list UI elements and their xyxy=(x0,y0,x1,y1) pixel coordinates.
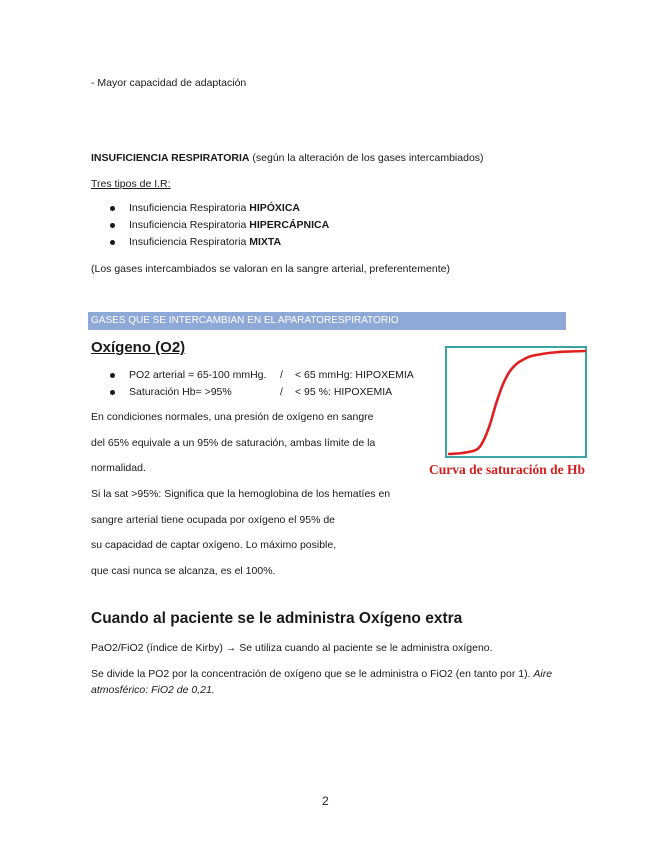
page-number: 2 xyxy=(322,794,329,808)
ir-types-list xyxy=(108,200,329,251)
ir-heading-bold: INSUFICIENCIA RESPIRATORIA xyxy=(91,152,250,164)
list-item: PO2 arterial = 65-100 mmHg. / < 65 mmHg: HIPOXEMIA xyxy=(108,367,266,384)
kirby-line: PaO2/FiO2 (índice de Kirby) → Se utiliza cuando al paciente se le administra oxígeno. xyxy=(91,642,493,654)
gases-note: (Los gases intercambiados se valoran en la sangre arterial, preferentemente) xyxy=(91,263,450,275)
paragraph-line: del 65% equivale a un 95% de saturación, ambas límite de la xyxy=(91,437,376,449)
tres-tipos-label: Tres tipos de I.R: xyxy=(91,178,171,190)
saturation-chart-svg xyxy=(445,346,587,458)
paragraph-line: sangre arterial tiene ocupada por oxígeno el 95% de xyxy=(91,514,336,526)
chart-caption: Curva de saturación de Hb xyxy=(429,462,586,477)
ir-heading-rest: (según la alteración de los gases intercambiados) xyxy=(249,152,484,164)
ir-heading xyxy=(91,152,484,164)
list-item: Saturación Hb= >95% / < 95 %: HIPOXEMIA xyxy=(108,384,266,401)
oxygen-bullets xyxy=(108,367,414,401)
oxygen-heading: Oxígeno (O2) xyxy=(91,339,186,356)
intro-line: - Mayor capacidad de adaptación xyxy=(91,77,247,89)
list-item: Insuficiencia Respiratoria MIXTA xyxy=(108,234,329,251)
fio2-line-2: atmosférico: FiO2 de 0,21. xyxy=(91,684,215,696)
paragraph-line: que casi nunca se alcanza, es el 100%. xyxy=(91,565,276,577)
paragraph-line: normalidad. xyxy=(91,462,146,474)
extra-oxygen-heading: Cuando al paciente se le administra Oxígeno extra xyxy=(91,610,463,627)
paragraph-line: su capacidad de captar oxígeno. Lo máximo posible, xyxy=(91,539,337,551)
paragraph-line: En condiciones normales, una presión de oxígeno en sangre xyxy=(91,411,374,423)
list-item: Insuficiencia Respiratoria HIPÓXICA xyxy=(108,200,329,217)
saturation-chart xyxy=(445,346,587,458)
section-header-bar: GASES QUE SE INTERCAMBIAN EN EL APARATORESPIRATORIO xyxy=(88,312,566,330)
list-item: Insuficiencia Respiratoria HIPERCÁPNICA xyxy=(108,217,329,234)
fio2-line-1: Se divide la PO2 por la concentración de oxígeno que se le administra o FiO2 (en tanto por 1). Aire xyxy=(91,668,553,680)
paragraph-line: Si la sat >95%: Significa que la hemoglobina de los hematíes en xyxy=(91,488,391,500)
